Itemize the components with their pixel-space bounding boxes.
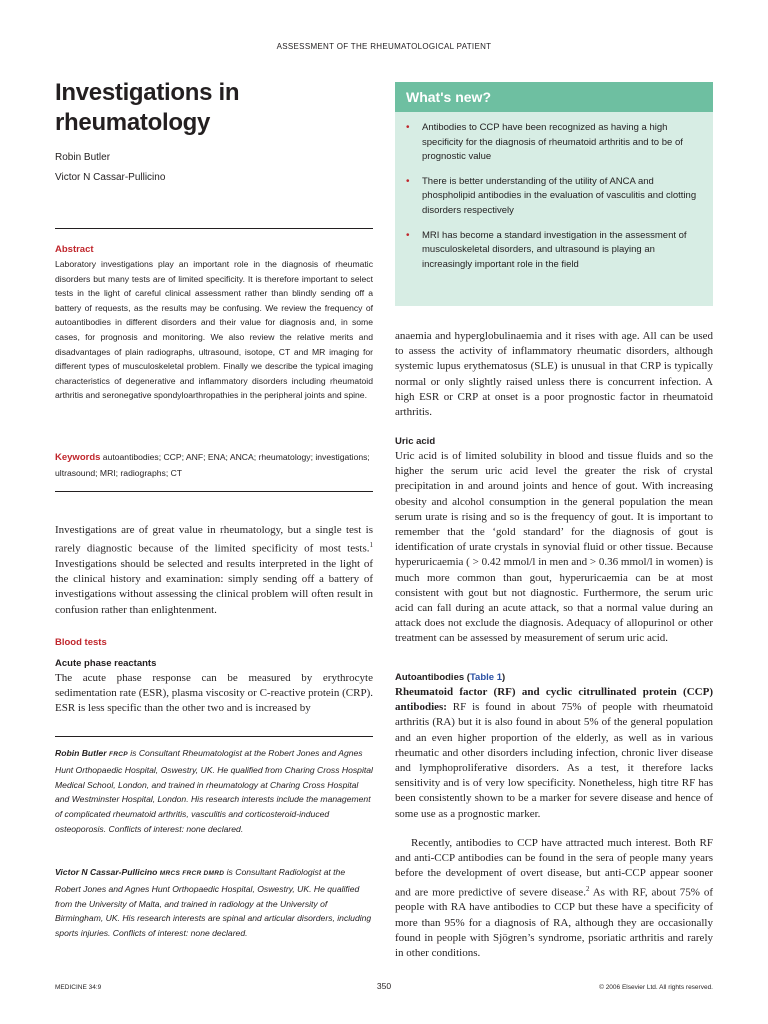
footer-journal: MEDICINE 34:9 xyxy=(55,984,102,991)
keywords-heading: Keywords xyxy=(55,452,101,463)
article-title xyxy=(55,78,373,138)
abstract-text: Laboratory investigations play an important role in the diagnosis of rheumatic disorders but many tests are of limited specificity. It is therefore important to select tests in the light of careful clinical assessment rather than blindly sending off a battery of requests, as the results may be confusing. We review the frequency of autoantibodies in different disorders and their value for diagnosis and, in some cases, for prognosis and monitoring. We also review the relative merits and disadvantages of plain radiographs, ultrasound, isotope, CT and MR imaging for different types of musculoskeletal problem. Finally we describe the typical imaging characteristics of degenerative and inflammatory disorders including rheumatoid arthritis and seronegative spondyloarthropathies in the peripheral joints and spine. xyxy=(55,259,373,401)
keywords-text: autoantibodies; CCP; ANF; ENA; ANCA; rheumatology; investigations; ultrasound; MRI; radiographs; CT xyxy=(55,452,370,478)
table-1-link[interactable]: Table 1 xyxy=(469,672,502,683)
rf-ccp-heading: Rheumatoid factor (RF) and cyclic citrullinated protein (CCP) antibodies: xyxy=(395,686,713,714)
whats-new-item xyxy=(406,121,699,165)
bio2-text: is Consultant Radiologist at the Robert Jones and Agnes Hunt Orthopaedic Hospital, Oswestry, UK. He qualified from the University of Malta, and trained in radiology at the University of Birmingham, UK. His research interests are spinal and articular disorders, including sports injuries. Conflicts of interest: none declared. xyxy=(55,867,372,939)
keywords-section xyxy=(55,450,373,480)
title-line-2: rheumatology xyxy=(55,109,211,136)
uric-acid-text: Uric acid is of limited solubility in blood and tissue fluids and so the higher the serum uric acid level the greater the risk of crystal precipitation in and around joints and hence of gout. With increasing obesity and alcohol consumption in the general population the mean serum urate is rising and so is the frequency of gout. It is important to remember that the ‘gold standard’ for the diagnosis of gout is identification of urate crystals in synovial fluid or other tissue. Because hyperuricaemia ( > 0.42 mmol/l in men and > 0.36 mmol/l in women) is much more common than gout, hyperuricaemia can be at most consistent with gout but not diagnostic. Furthermore, the serum uric acid can fall during an acute attack, so that a normal value during an attack does not exclude the diagnosis. Adequacy of allopurinol or other treatment can be assessed by measurement of serum uric acid. xyxy=(395,450,713,645)
autoantibodies-heading-text: Autoantibodies ( xyxy=(395,672,470,683)
intro-text-a: Investigations are of great value in rheumatology, but a single test is rarely diagnostic because of the limited specificity of most tests. xyxy=(55,524,373,555)
bio1-name: Robin Butler xyxy=(55,748,107,758)
uric-acid-heading: Uric acid xyxy=(395,436,436,447)
abstract-section xyxy=(55,242,373,403)
divider-bottom xyxy=(55,491,373,492)
bullet-icon: • xyxy=(406,122,410,133)
whats-new-item-text: MRI has become a standard investigation in the assessment of musculoskeletal disorders, and ultrasound is playing an increasingly important role in the field xyxy=(422,229,687,270)
author-1: Robin Butler xyxy=(55,152,111,163)
divider-top xyxy=(55,228,373,229)
rf-ccp-paragraph xyxy=(395,685,713,822)
rf-text: RF is found in about 75% of people with rheumatoid arthritis (RA) but it is also found in about 5% of the general population and an even higher proportion of the elderly, as well as in various rheumatic and other disorders including infection, chronic liver disease and lymphoproliferative disorders. As a test, it therefore lacks sensitivity and is of very low specificity. Nonetheless, high titre RF has been consistently shown to be a marker for severe disease and hence of some use as a prognostic marker. xyxy=(395,701,713,820)
title-line-1: Investigations in xyxy=(55,79,240,106)
autoantibodies-heading xyxy=(395,672,713,683)
bio2-name: Victor N Cassar-Pullicino xyxy=(55,867,158,877)
acute-phase-heading: Acute phase reactants xyxy=(55,658,157,669)
bio1-text: is Consultant Rheumatologist at the Robert Jones and Agnes Hunt Orthopaedic Hospital, Oswestry, UK. He qualified from Charing Cross Hospital Medical School, London, and trained in rheumatology at Charing Cross Hospital and Westminster Hospital, London. His research interests include the management of complicated rheumatoid arthritis, vasculitis and corticosteroid-induced osteoporosis. Conflicts of interest: none declared. xyxy=(55,748,373,834)
acute-phase-continued: anaemia and hyperglobulinaemia and it rises with age. All can be used to assess the activity of inflammatory rheumatic disorders, although systemic lupus erythematosus (SLE) is unusual in that CRP is typically normal or only slightly raised unless there is concurrent infection. A high ESR or CRP at onset is a poor prognostic factor in rheumatoid arthritis. xyxy=(395,330,713,419)
page-number: 350 xyxy=(376,981,392,991)
author-2: Victor N Cassar-Pullicino xyxy=(55,172,166,183)
bullet-icon: • xyxy=(406,175,410,187)
intro-text-b: Investigations should be selected and results interpreted in the light of the clinical history and examination: simply sending off a battery of investigations without assessing the clinical problem will often result in confusion rather than enlightenment. xyxy=(55,558,373,616)
intro-paragraph xyxy=(55,523,373,618)
blood-tests-heading: Blood tests xyxy=(55,637,107,648)
whats-new-item-text: There is better understanding of the utility of ANCA and phospholipid antibodies in the evaluation of vasculitis and clotting disorders respectively xyxy=(422,175,697,216)
whats-new-item-text: Antibodies to CCP have been recognized as having a high specificity for the diagnosis of rheumatoid arthritis and to be of prognostic value xyxy=(422,122,683,163)
author-list xyxy=(55,148,373,188)
running-header: ASSESSMENT OF THE RHEUMATOLOGICAL PATIENT xyxy=(276,42,492,51)
abstract-heading: Abstract xyxy=(55,244,94,255)
ccp-text-a: Recently, antibodies to CCP have attracted much interest. Both RF and anti-CCP antibodies can be found in the sera of people many years before the development of overt disease, but anti-CCP appear sooner and are more predictive of severe disease. xyxy=(395,837,713,899)
bio-butler xyxy=(55,746,373,837)
whats-new-list xyxy=(395,112,713,272)
ccp-citation: 2 xyxy=(585,884,590,893)
autoantibodies-heading-close: ) xyxy=(501,672,506,683)
divider-bio xyxy=(55,736,373,737)
ccp-text-b: As with RF, about 75% of people with RA have antibodies to CCP but these have a specificity of more than 95% for a diagnosis of RA, although they are occasionally found in people with Sjögren’s syndrome, psoriatic arthritis and rarely in other conditions. xyxy=(395,886,713,960)
bullet-icon: • xyxy=(406,229,410,241)
whats-new-item xyxy=(406,175,699,219)
acute-phase-text: The acute phase response can be measured by erythrocyte sedimentation rate (ESR), plasma viscosity or C-reactive protein (CRP). ESR is less specific than the other two and is increased by xyxy=(55,672,373,715)
whats-new-heading: What's new? xyxy=(395,82,713,112)
footer-copyright: © 2006 Elsevier Ltd. All rights reserved. xyxy=(599,984,713,991)
bio-cassar-pullicino xyxy=(55,865,373,941)
intro-citation: 1 xyxy=(369,541,373,550)
bio1-credentials: FRCP xyxy=(108,751,128,758)
whats-new-item xyxy=(406,229,699,273)
whats-new-box xyxy=(395,82,713,306)
bio2-credentials: MRCS FRCR DMRD xyxy=(159,870,225,877)
ccp-paragraph xyxy=(395,836,713,961)
